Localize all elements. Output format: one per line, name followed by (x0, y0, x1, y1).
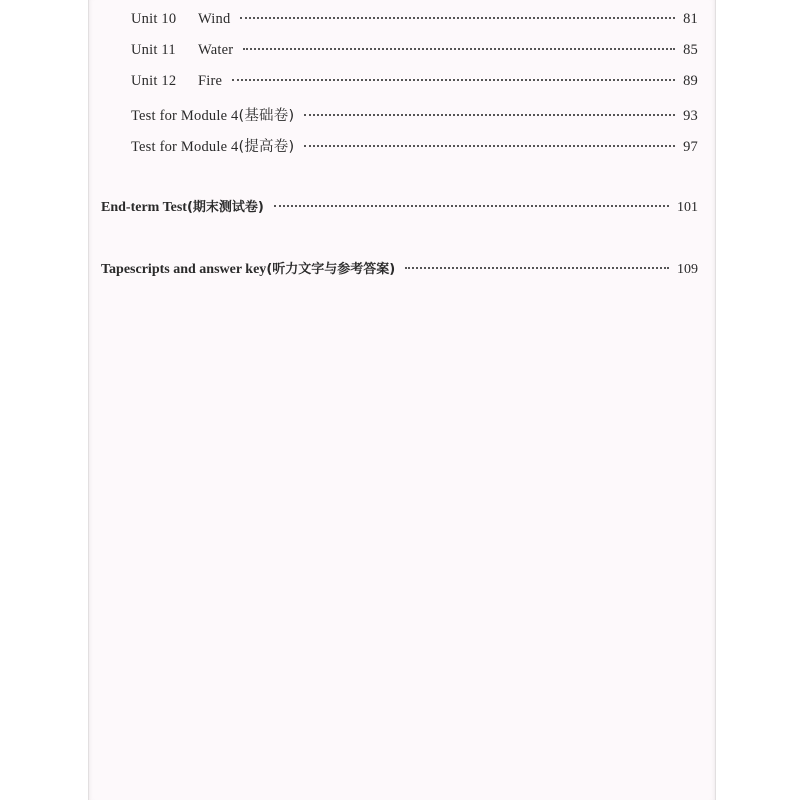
toc-section-title: Tapescripts and answer key (101, 262, 267, 277)
dot-leader (274, 205, 669, 207)
toc-page-number: 101 (677, 200, 698, 215)
toc-test-title: Test for Module 4 (131, 139, 239, 155)
toc-entry-test-advanced[interactable] (131, 135, 698, 156)
dot-leader (405, 267, 669, 269)
toc-unit-number: Unit 12 (131, 73, 177, 89)
toc-entry-end-term-test[interactable] (101, 196, 698, 216)
toc-unit-title: Wind (198, 11, 231, 27)
toc-test-note: (提高卷) (238, 139, 295, 155)
toc-section-note: (期末测试卷) (186, 200, 264, 215)
dot-leader (243, 48, 675, 50)
toc-section-note: (听力文字与参考答案) (266, 262, 396, 277)
dot-leader (232, 79, 675, 81)
dot-leader (304, 145, 675, 147)
dot-leader (304, 114, 675, 116)
toc-test-note: (基础卷) (238, 108, 295, 124)
toc-page-number: 85 (683, 42, 698, 58)
toc-entry-test-basic[interactable] (131, 104, 698, 125)
toc-test-title: Test for Module 4 (131, 108, 239, 124)
toc-entry-unit-12[interactable] (131, 73, 698, 90)
toc-unit-number: Unit 11 (131, 42, 176, 58)
dot-leader (240, 17, 675, 19)
toc-unit-number: Unit 10 (131, 11, 177, 27)
toc-unit-title: Fire (198, 73, 223, 89)
toc-unit-title: Water (198, 42, 234, 58)
toc-section-title: End-term Test (101, 200, 187, 215)
toc-entry-unit-10[interactable] (131, 11, 698, 28)
toc-page-number: 93 (683, 108, 698, 124)
toc-page-number: 81 (683, 11, 698, 27)
toc-entry-tapescripts[interactable] (101, 258, 698, 278)
toc-page-number: 97 (683, 139, 698, 155)
toc-page-number: 109 (677, 262, 698, 277)
toc-page-number: 89 (683, 73, 698, 89)
toc-entry-unit-11[interactable] (131, 42, 698, 59)
